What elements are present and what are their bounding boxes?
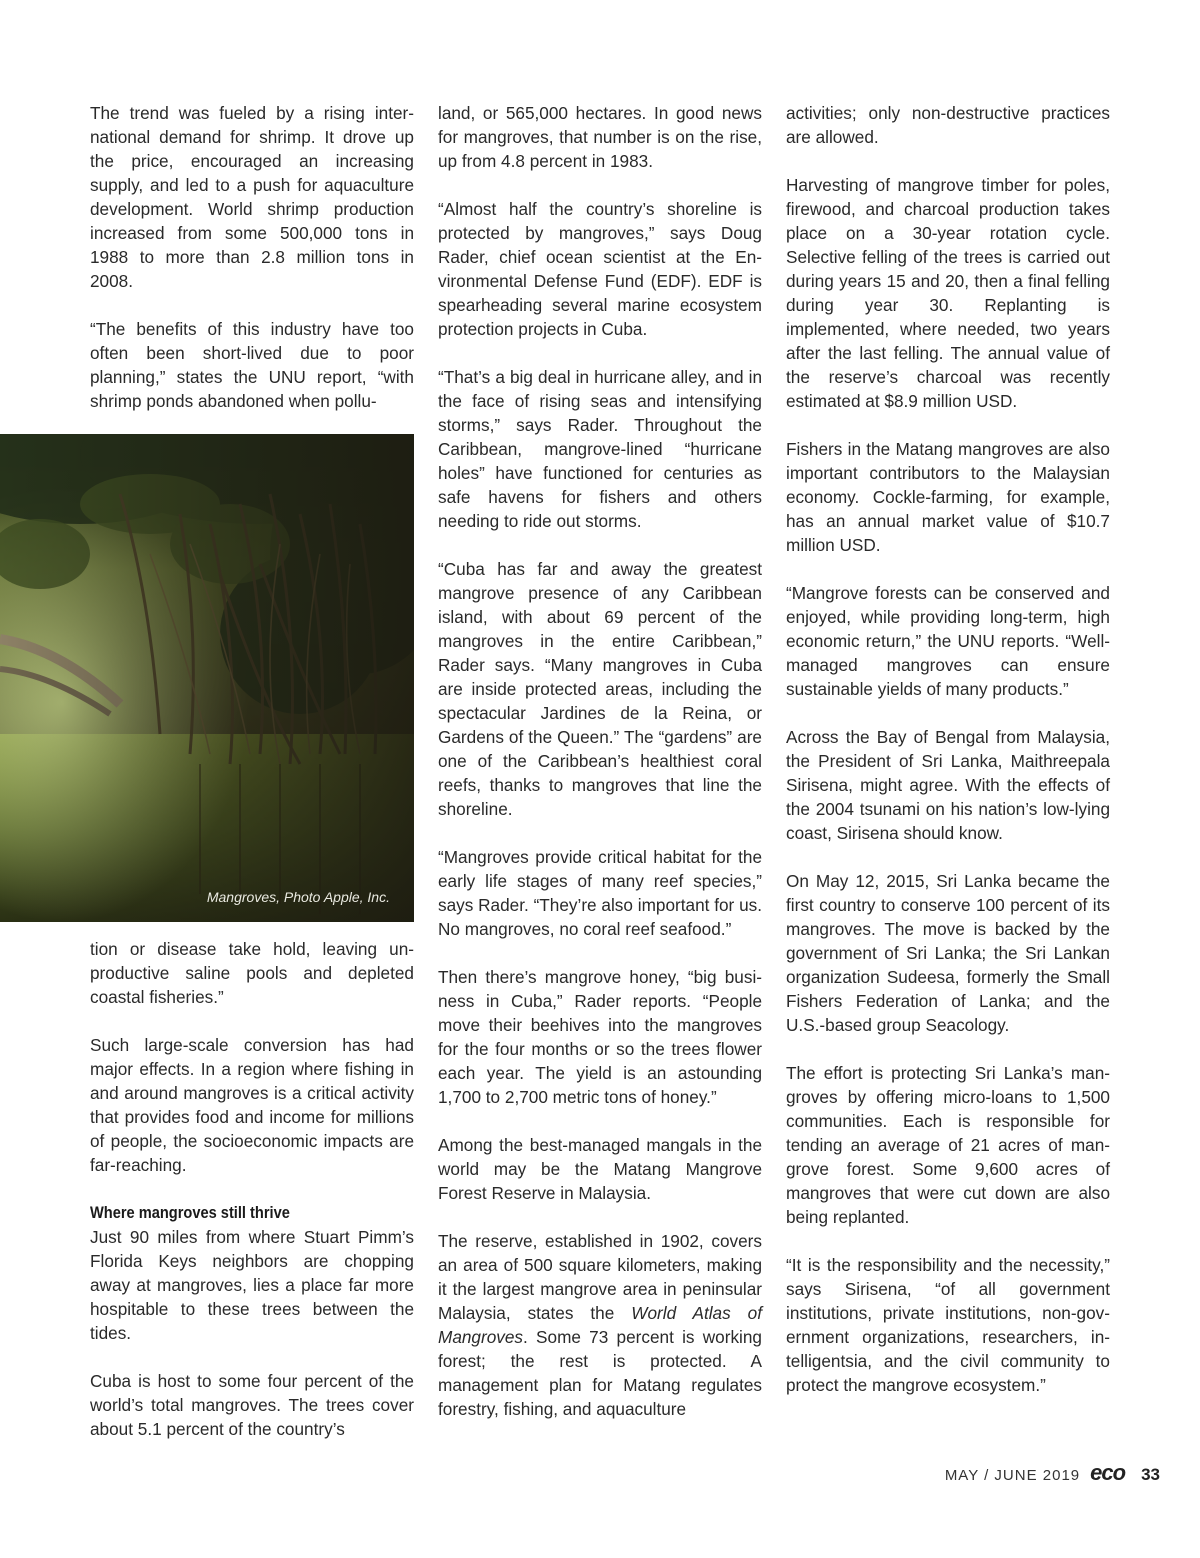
section-subheading: Where mangroves still thrive xyxy=(90,1203,290,1222)
paragraph: Harvesting of mangrove timber for poles, firewood, and charcoal production takes place on a 30-year rotation cycle. Selective felling of the trees is carried out during years 15 and 20, then a final felling during year 30. Replanting is implemented, where needed, two years after the last felling. The annual value of the reserve’s charcoal was recently estimated at $8.9 million USD. xyxy=(786,175,1110,411)
magazine-logo: eco xyxy=(1090,1460,1126,1485)
column-3 xyxy=(786,101,1110,1397)
paragraph: Just 90 miles from where Stuart Pimm’s Florida Keys neighbors are chopping away at mangroves, lies a place far more hospitable to these trees between the tides. xyxy=(90,1227,414,1343)
paragraph: tion or disease take hold, leaving unproductive saline pools and depleted coastal fisheries.” xyxy=(90,939,414,1007)
paragraph: “Almost half the country’s shoreline is protected by mangroves,” says Doug Rader, chief ocean scientist at the Environmental Defense Fund (EDF). EDF is spearheading several marine ecosystem protection projects in Cuba. xyxy=(438,199,762,339)
paragraph: “Mangroves provide critical habitat for the early life stages of many reef species,” says Rader. “They’re also important for us. No mangroves, no coral reef seafood.” xyxy=(438,847,762,939)
paragraph: “Cuba has far and away the greatest mangrove presence of any Caribbean island, with about 69 percent of the mangroves in the entire Caribbean,” Rader says. “Many mangroves in Cuba are inside protected areas, including the spectacular Jardines de la Reina, or Gardens of the Queen.” The “gardens” are one of the Caribbean’s healthiest coral reefs, thanks to mangroves that line the shoreline. xyxy=(438,559,762,819)
column-1-bottom xyxy=(90,937,414,1441)
page-number: 33 xyxy=(1141,1465,1160,1484)
page-footer xyxy=(945,1460,1160,1490)
paragraph: “It is the responsibility and the necessity,” says Sirisena, “of all government institutions, private institutions, non-government organizations, researchers, intelligentsia, and the civil community to protect the mangrove ecosystem.” xyxy=(786,1255,1110,1395)
text-run: The reserve, established in 1902, covers an area of 500 square kilometers, making it the largest mangrove area in peninsular Malaysia, states the xyxy=(438,1231,762,1323)
text-run: . Some 73 percent is working forest; the rest is protected. A management plan for Matang regulates forestry, fishing, and aquaculture xyxy=(438,1327,762,1419)
paragraph: The trend was fueled by a rising international demand for shrimp. It drove up the price, encouraged an increasing supply, and led to a push for aquaculture development. World shrimp production increased from some 500,000 tons in 1988 to more than 2.8 million tons in 2008. xyxy=(90,103,414,291)
paragraph: On May 12, 2015, Sri Lanka became the first country to conserve 100 percent of its mangroves. The move is backed by the government of Sri Lanka; the Sri Lankan organization Sudeesa, formerly the Small Fishers Federation of Lanka; and the U.S.-based group Seacology. xyxy=(786,871,1110,1035)
paragraph: land, or 565,000 hectares. In good news for mangroves, that number is on the rise, up from 4.8 percent in 1983. xyxy=(438,103,762,171)
paragraph: Such large-scale conversion has had major effects. In a region where fishing in and around mangroves is a critical activity that provides food and income for millions of people, the socioeconomic impacts are far-reaching. xyxy=(90,1035,414,1175)
paragraph: Then there’s mangrove honey, “big business in Cuba,” Rader reports. “People move their beehives into the mangroves for the four months or so the trees flower each year. The yield is an astounding 1,700 to 2,700 metric tons of honey.” xyxy=(438,967,762,1107)
paragraph: Across the Bay of Bengal from Malaysia, the President of Sri Lanka, Maithreepala Sirisena, might agree. With the effects of the 2004 tsunami on his nation’s low-lying coast, Sirisena should know. xyxy=(786,727,1110,843)
mangrove-photo-illustration xyxy=(0,434,414,922)
paragraph: “Mangrove forests can be conserved and enjoyed, while providing long-term, high economic return,” the UNU reports. “Well-managed mangroves can ensure sustainable yields of many products.” xyxy=(786,583,1110,699)
paragraph: Cuba is host to some four percent of the world’s total mangroves. The trees cover about 5.1 percent of the country’s xyxy=(90,1371,414,1439)
paragraph: Among the best-managed mangals in the world may be the Matang Mangrove Forest Reserve in Malaysia. xyxy=(438,1135,762,1203)
photo-caption: Mangroves, Photo Apple, Inc. xyxy=(206,889,390,905)
column-2 xyxy=(438,101,762,1421)
column-1-top xyxy=(90,101,414,413)
paragraph: activities; only non-destructive practices are allowed. xyxy=(786,103,1110,147)
issue-date: MAY / JUNE 2019 xyxy=(944,1467,1081,1484)
paragraph xyxy=(438,1229,762,1421)
book-title: World Atlas of Mangroves xyxy=(438,1303,762,1347)
paragraph: Fishers in the Matang mangroves are also important contributors to the Malaysian economy. Cockle-farming, for example, has an annual market value of $10.7 million USD. xyxy=(786,439,1110,555)
paragraph: “That’s a big deal in hurricane alley, and in the face of rising seas and intensifying storms,” says Rader. Throughout the Caribbean, mangrove-lined “hurricane holes” have functioned for centuries as safe havens for fishers and others needing to ride out storms. xyxy=(438,367,762,531)
mangrove-photo xyxy=(0,434,414,922)
paragraph: “The benefits of this industry have too often been short-lived due to poor planning,” states the UNU report, “with shrimp ponds abandoned when pollu- xyxy=(90,319,414,411)
paragraph: The effort is protecting Sri Lanka’s mangroves by offering micro-loans to 1,500 communities. Each is responsible for tending an average of 21 acres of mangrove forest. Some 9,600 acres of mangroves that were cut down are also being replanted. xyxy=(786,1063,1110,1227)
